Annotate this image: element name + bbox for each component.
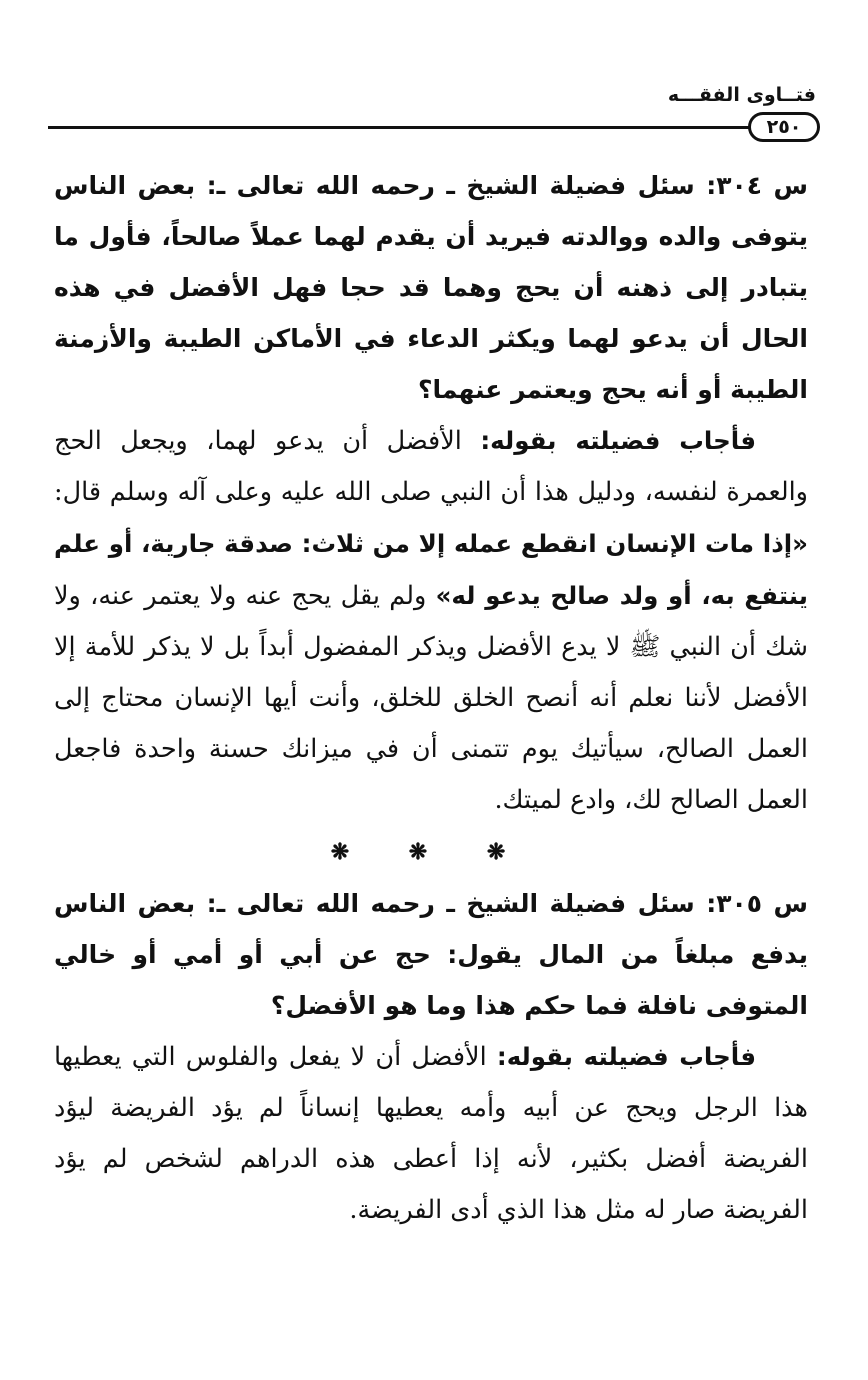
- running-title: فتــاوى الفقـــه: [667, 84, 816, 106]
- page-number: ٢٥٠: [748, 112, 820, 142]
- question-304: [54, 160, 808, 415]
- answer-lead: فأجاب فضيلته بقوله:: [480, 426, 757, 455]
- answer-304: [54, 415, 808, 826]
- answer-text: الأفضل أن لا يفعل والفلوس التي يعطيها هذا الرجل ويحج عن أبيه وأمه يعطيها إنساناً لم يؤد الفريضة ليؤد الفريضة أفضل بكثير، لأنه إذا أعطى هذه الدراهم لشخص لم يؤد الفريضة صار له مثل هذا الذي أدى الفريضة.: [54, 1042, 808, 1225]
- question-305: [54, 878, 808, 1031]
- question-text: سئل فضيلة الشيخ ـ رحمه الله تعالى ـ: بعض الناس يدفع مبلغاً من المال يقول: حج عن أبي أو أمي أو خالي المتوفى نافلة فما حكم هذا وما هو الأفضل؟: [54, 889, 808, 1020]
- header-rule: [48, 126, 760, 129]
- question-label: س ٣٠٤:: [706, 171, 808, 200]
- content: [54, 160, 808, 1236]
- answer-text: ولم يقل يحج عنه ولا يعتمر عنه، ولا شك أن النبي ﷺ لا يدع الأفضل ويذكر المفضول أبداً بل لا يذكر للأمة إلا الأفضل لأننا نعلم أنه أنصح الخلق للخلق، وأنت أيها الإنسان محتاج إلى العمل الصالح، سيأتيك يوم تتمنى أن في ميزانك حسنة واحدة فاجعل العمل الصالح لك، وادع لميتك.: [54, 581, 808, 815]
- question-text: سئل فضيلة الشيخ ـ رحمه الله تعالى ـ: بعض الناس يتوفى والده ووالدته فيريد أن يقدم لهما عملاً صالحاً، فأول ما يتبادر إلى ذهنه أن يحج وهما قد حجا فهل الأفضل في هذه الحال أن يدعو لهما ويكثر الدعاء في الأماكن الطيبة والأزمنة الطيبة أو أنه يحج ويعتمر عنهما؟: [54, 171, 808, 404]
- answer-305: [54, 1031, 808, 1236]
- hadith-quote: «إذا مات الإنسان انقطع عمله إلا من ثلاث: صدقة جارية، أو علم ينتفع به، أو ولد صالح يدعو له»: [54, 529, 809, 610]
- answer-text: الأفضل أن يدعو لهما، ويجعل الحج والعمرة لنفسه، ودليل هذا أن النبي صلى الله عليه وعلى آله وسلم قال:: [54, 426, 808, 507]
- question-label: س ٣٠٥:: [706, 889, 808, 918]
- answer-lead: فأجاب فضيلته بقوله:: [496, 1042, 756, 1071]
- section-separator: ❋ ❋ ❋: [330, 839, 532, 865]
